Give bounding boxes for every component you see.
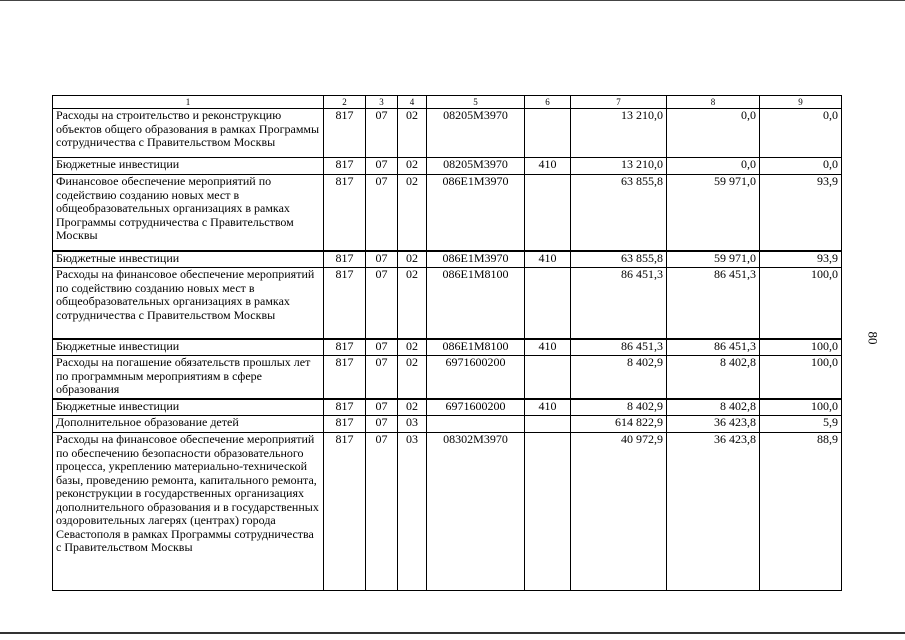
amount-col8: 0,0 — [667, 109, 760, 158]
subsection-code: 02 — [398, 339, 427, 356]
amount-col8: 59 971,0 — [667, 175, 760, 251]
expense-type-code — [525, 268, 571, 339]
amount-col8: 86 451,3 — [667, 268, 760, 339]
amount-col7: 86 451,3 — [571, 339, 667, 356]
column-number: 6 — [525, 96, 571, 109]
column-number: 5 — [427, 96, 525, 109]
item-name: Расходы на строительство и реконструкцию объектов общего образования в рамках Программы сотрудничества с Правительством Москвы — [53, 109, 324, 158]
budget-table — [52, 95, 842, 591]
expense-type-code: 410 — [525, 251, 571, 268]
table-row — [53, 268, 842, 339]
page-number: 80 — [865, 331, 881, 345]
expense-type-code — [525, 416, 571, 433]
amount-col7: 13 210,0 — [571, 109, 667, 158]
target-article-code: 08302М3970 — [427, 433, 525, 591]
column-number: 8 — [667, 96, 760, 109]
target-article-code — [427, 416, 525, 433]
section-code: 07 — [366, 268, 398, 339]
subsection-code: 02 — [398, 356, 427, 399]
section-code: 07 — [366, 175, 398, 251]
subsection-code: 02 — [398, 268, 427, 339]
grbs-code: 817 — [324, 399, 366, 416]
target-article-code: 08205М3970 — [427, 158, 525, 175]
amount-col8: 8 402,8 — [667, 399, 760, 416]
item-name: Расходы на финансовое обеспечение мероприятий по обеспечению безопасности образовательного процесса, укреплению материально-технической базы, проведению ремонта, капитального ремонта, реконструкции в государственных организациях дополнительного образования и в государственных оздоровительных лагерях (центрах) города Севастополя в рамках Программы сотрудничества с Правительством Москвы — [53, 433, 324, 591]
percent-col9: 100,0 — [760, 339, 842, 356]
target-article-code: 6971600200 — [427, 356, 525, 399]
table-row — [53, 399, 842, 416]
amount-col7: 63 855,8 — [571, 175, 667, 251]
subsection-code: 03 — [398, 416, 427, 433]
expense-type-code: 410 — [525, 158, 571, 175]
expense-type-code: 410 — [525, 339, 571, 356]
amount-col8: 0,0 — [667, 158, 760, 175]
target-article-code: 08205М3970 — [427, 109, 525, 158]
grbs-code: 817 — [324, 109, 366, 158]
grbs-code: 817 — [324, 433, 366, 591]
percent-col9: 100,0 — [760, 356, 842, 399]
subsection-code: 02 — [398, 399, 427, 416]
expense-type-code: 410 — [525, 399, 571, 416]
column-number: 9 — [760, 96, 842, 109]
top-rule — [0, 0, 905, 1]
amount-col7: 8 402,9 — [571, 399, 667, 416]
subsection-code: 02 — [398, 175, 427, 251]
amount-col8: 8 402,8 — [667, 356, 760, 399]
percent-col9: 93,9 — [760, 175, 842, 251]
percent-col9: 88,9 — [760, 433, 842, 591]
section-code: 07 — [366, 158, 398, 175]
item-name: Бюджетные инвестиции — [53, 339, 324, 356]
section-code: 07 — [366, 339, 398, 356]
column-number-row — [53, 96, 842, 109]
target-article-code: 6971600200 — [427, 399, 525, 416]
section-code: 07 — [366, 433, 398, 591]
target-article-code: 086Е1М8100 — [427, 339, 525, 356]
target-article-code: 086Е1М8100 — [427, 268, 525, 339]
percent-col9: 93,9 — [760, 251, 842, 268]
table-row — [53, 251, 842, 268]
table-row — [53, 339, 842, 356]
amount-col7: 614 822,9 — [571, 416, 667, 433]
column-number: 3 — [366, 96, 398, 109]
percent-col9: 100,0 — [760, 399, 842, 416]
section-code: 07 — [366, 356, 398, 399]
column-number: 2 — [324, 96, 366, 109]
amount-col7: 63 855,8 — [571, 251, 667, 268]
section-code: 07 — [366, 251, 398, 268]
amount-col8: 59 971,0 — [667, 251, 760, 268]
percent-col9: 100,0 — [760, 268, 842, 339]
amount-col7: 86 451,3 — [571, 268, 667, 339]
amount-col7: 13 210,0 — [571, 158, 667, 175]
section-code: 07 — [366, 109, 398, 158]
table-row — [53, 356, 842, 399]
subsection-code: 02 — [398, 158, 427, 175]
subsection-code: 02 — [398, 251, 427, 268]
percent-col9: 5,9 — [760, 416, 842, 433]
item-name: Дополнительное образование детей — [53, 416, 324, 433]
section-code: 07 — [366, 399, 398, 416]
amount-col8: 36 423,8 — [667, 416, 760, 433]
table-row — [53, 158, 842, 175]
item-name: Бюджетные инвестиции — [53, 158, 324, 175]
subsection-code: 02 — [398, 109, 427, 158]
grbs-code: 817 — [324, 416, 366, 433]
column-number: 1 — [53, 96, 324, 109]
section-code: 07 — [366, 416, 398, 433]
amount-col8: 36 423,8 — [667, 433, 760, 591]
grbs-code: 817 — [324, 268, 366, 339]
item-name: Бюджетные инвестиции — [53, 399, 324, 416]
expense-type-code — [525, 356, 571, 399]
item-name: Финансовое обеспечение мероприятий по содействию созданию новых мест в общеобразовательных организациях в рамках Программы сотрудничества с Правительством Москвы — [53, 175, 324, 251]
item-name: Расходы на финансовое обеспечение мероприятий по содействию созданию новых мест в общеобразовательных организациях в рамках сотрудничества с Правительством Москвы — [53, 268, 324, 339]
table-row — [53, 175, 842, 251]
grbs-code: 817 — [324, 251, 366, 268]
percent-col9: 0,0 — [760, 109, 842, 158]
item-name: Бюджетные инвестиции — [53, 251, 324, 268]
grbs-code: 817 — [324, 175, 366, 251]
target-article-code: 086Е1М3970 — [427, 175, 525, 251]
amount-col8: 86 451,3 — [667, 339, 760, 356]
grbs-code: 817 — [324, 356, 366, 399]
column-number: 7 — [571, 96, 667, 109]
column-number: 4 — [398, 96, 427, 109]
target-article-code: 086Е1М3970 — [427, 251, 525, 268]
expense-type-code — [525, 109, 571, 158]
bottom-rule — [0, 632, 905, 634]
table-row — [53, 433, 842, 591]
table-row — [53, 416, 842, 433]
expense-type-code — [525, 175, 571, 251]
subsection-code: 03 — [398, 433, 427, 591]
percent-col9: 0,0 — [760, 158, 842, 175]
item-name: Расходы на погашение обязательств прошлых лет по программным мероприятиям в сфере образования — [53, 356, 324, 399]
amount-col7: 8 402,9 — [571, 356, 667, 399]
grbs-code: 817 — [324, 339, 366, 356]
grbs-code: 817 — [324, 158, 366, 175]
amount-col7: 40 972,9 — [571, 433, 667, 591]
table-row — [53, 109, 842, 158]
expense-type-code — [525, 433, 571, 591]
